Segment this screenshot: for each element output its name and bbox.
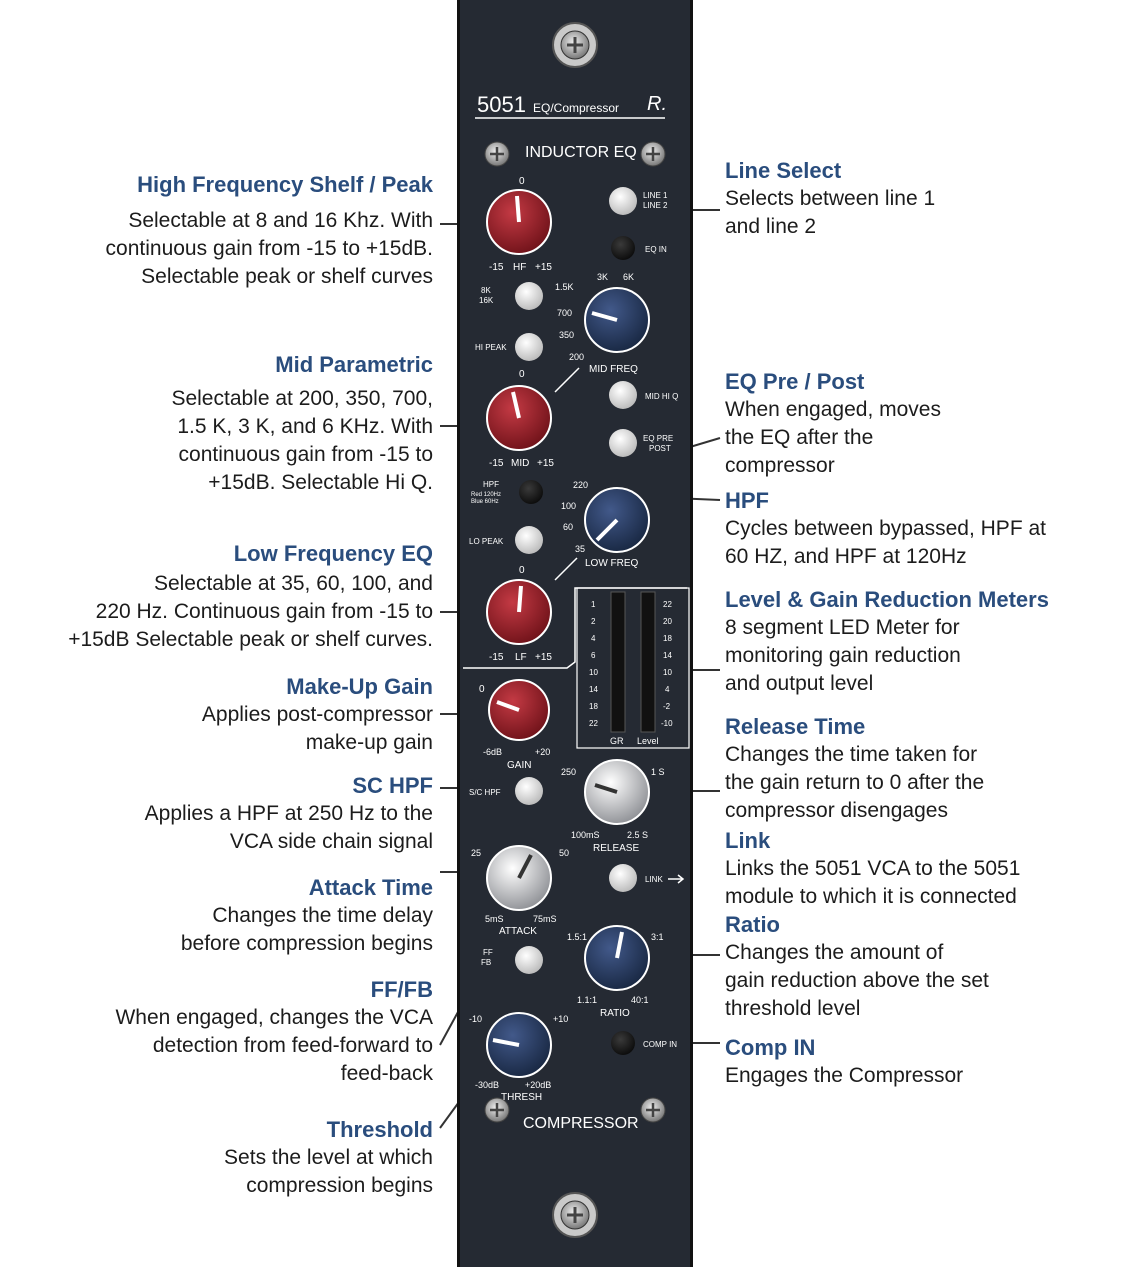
release-1s: 1 S	[651, 767, 665, 777]
annotation-desc: Changes the amount of gain reduction above the set threshold level	[725, 941, 989, 1020]
line1-label: LINE 1	[643, 191, 668, 200]
annotation-desc: Applies a HPF at 250 Hz to the VCA side chain signal	[144, 802, 433, 853]
release-2.5s: 2.5 S	[627, 830, 649, 840]
thresh-neg10: -10	[469, 1014, 483, 1024]
lf-max-label: +15	[535, 652, 552, 663]
svg-text:10: 10	[663, 668, 672, 677]
release-250: 250	[561, 767, 577, 777]
annotation-title: Attack Time	[308, 875, 433, 900]
annotation-desc: Engages the Compressor	[725, 1064, 964, 1087]
annotation-gain	[202, 673, 433, 757]
mid-name-label: MID	[511, 458, 530, 469]
annotation-desc: When engaged, changes the VCA detection from feed-forward to feed-back	[115, 1006, 433, 1085]
gain-max-label: +20	[535, 747, 551, 757]
annotation-title: Low Frequency EQ	[233, 541, 433, 566]
eq-in-label: EQ IN	[645, 245, 667, 254]
eq-pre-post-button[interactable]	[609, 429, 637, 457]
ratio-1.1: 1.1:1	[577, 995, 598, 1005]
annotation-title: HPF	[725, 488, 769, 513]
model-number: 5051	[477, 92, 526, 117]
gain-name-label: GAIN	[507, 760, 532, 771]
hf-max-label: +15	[535, 262, 552, 273]
svg-text:4: 4	[591, 634, 596, 643]
signature-logo: R.	[647, 93, 667, 115]
annotation-title: Make-Up Gain	[286, 674, 433, 699]
sc-hpf-label: S/C HPF	[469, 788, 501, 797]
lo-peak-button[interactable]	[515, 526, 543, 554]
low-freq-100: 100	[561, 501, 577, 511]
annotation-title: Ratio	[725, 912, 780, 937]
hf-min-label: -15	[489, 262, 504, 273]
model-subtitle: EQ/Compressor	[533, 101, 620, 115]
attack-name-label: ATTACK	[499, 926, 537, 937]
svg-text:22: 22	[663, 600, 672, 609]
compressor-section-title: COMPRESSOR	[523, 1115, 639, 1132]
annotation-release	[725, 713, 984, 825]
annotation-title: EQ Pre / Post	[725, 369, 865, 394]
annotation-title: Link	[725, 828, 771, 853]
mid-freq-200: 200	[569, 352, 585, 362]
annotation-title: Threshold	[326, 1117, 433, 1142]
svg-text:18: 18	[663, 634, 672, 643]
hi-peak-button[interactable]	[515, 333, 543, 361]
mid-freq-700: 700	[557, 308, 573, 318]
mid-max-label: +15	[537, 458, 554, 469]
ratio-40: 40:1	[631, 995, 649, 1005]
svg-text:10: 10	[589, 668, 598, 677]
release-name-label: RELEASE	[593, 843, 640, 854]
annotation-schpf	[145, 772, 433, 856]
svg-text:18: 18	[589, 702, 598, 711]
annotation-compin	[725, 1034, 963, 1090]
annotation-desc: Selectable at 8 and 16 Khz. With continuous gain from -15 to +15dB. Selectable peak or shelf curves	[105, 209, 433, 288]
mid-freq-6k: 6K	[623, 272, 635, 282]
mount-screw-bottom	[553, 1193, 597, 1237]
svg-text:22: 22	[589, 719, 598, 728]
low-freq-220: 220	[573, 480, 589, 490]
low-freq-name: LOW FREQ	[585, 558, 639, 569]
ff-label: FF	[483, 948, 493, 957]
hf-8k-label: 8K	[481, 286, 491, 295]
thresh-max: +20dB	[525, 1080, 552, 1090]
link-label: LINK	[645, 875, 663, 884]
annotation-title: SC HPF	[352, 773, 433, 798]
annotation-thresh	[224, 1116, 433, 1200]
release-100ms: 100mS	[571, 830, 600, 840]
annotation-attack	[181, 874, 433, 958]
level-label: Level	[637, 736, 659, 746]
annotation-hf	[106, 171, 433, 291]
mid-zero-label: 0	[519, 369, 525, 380]
svg-text:14: 14	[589, 685, 598, 694]
annotation-line	[725, 157, 935, 241]
hpf-button[interactable]	[519, 480, 543, 504]
annotation-mid	[171, 351, 433, 497]
lf-zero-label: 0	[519, 565, 525, 576]
mid-freq-1.5k: 1.5K	[555, 282, 574, 292]
eq-compressor-module	[455, 0, 695, 1267]
section-screw-br	[641, 1098, 665, 1122]
mid-hi-q-button[interactable]	[609, 381, 637, 409]
mid-min-label: -15	[489, 458, 504, 469]
hf-name-label: HF	[513, 262, 527, 273]
ratio-1.5: 1.5:1	[567, 932, 588, 942]
svg-text:-2: -2	[663, 702, 671, 711]
annotation-desc: Applies post-compressor make-up gain	[201, 703, 433, 754]
attack-75ms: 75mS	[533, 914, 557, 924]
level-meter	[641, 592, 655, 732]
annotation-title: Line Select	[725, 158, 842, 183]
attack-50: 50	[559, 848, 570, 858]
annotation-lf	[68, 540, 433, 654]
annotation-title: Level & Gain Reduction Meters	[725, 587, 1049, 612]
hpf-red-label: Red 120Hz	[471, 492, 502, 498]
svg-text:1: 1	[591, 600, 596, 609]
annotation-desc: When engaged, moves the EQ after the compressor	[725, 398, 941, 477]
gain-zero-label: 0	[479, 684, 485, 695]
gr-meter	[611, 592, 625, 732]
sc-hpf-button[interactable]	[515, 777, 543, 805]
comp-in-button[interactable]	[611, 1031, 635, 1055]
attack-25: 25	[471, 848, 482, 858]
annotation-link	[725, 827, 1020, 911]
annotation-desc: Changes the time delay before compression begins	[180, 904, 433, 955]
comp-in-label: COMP IN	[643, 1040, 678, 1049]
thresh-min: -30dB	[475, 1080, 500, 1090]
annotation-title: Release Time	[725, 714, 866, 739]
eq-post-label: POST	[649, 444, 671, 453]
eq-in-button[interactable]	[611, 236, 635, 260]
gr-label: GR	[610, 736, 624, 746]
annotation-desc: 8 segment LED Meter for monitoring gain reduction and output level	[725, 616, 961, 695]
thresh-pos10: +10	[553, 1014, 569, 1024]
annotation-desc: Selects between line 1 and line 2	[725, 187, 936, 238]
low-freq-35: 35	[575, 544, 586, 554]
hf-16k-label: 16K	[479, 296, 494, 305]
annotation-desc: Sets the level at which compression begins	[224, 1146, 433, 1197]
ff-fb-button[interactable]	[515, 946, 543, 974]
hpf-blue-label: Blue 60Hz	[471, 499, 499, 505]
mid-hi-q-label: MID HI Q	[645, 392, 679, 401]
annotation-desc: Selectable at 200, 350, 700, 1.5 K, 3 K, and 6 KHz. With continuous gain from -15 to +15dB. Selectable Hi Q.	[171, 387, 433, 494]
eq-pre-label: EQ PRE	[643, 434, 674, 443]
lf-min-label: -15	[489, 652, 504, 663]
annotation-desc: Changes the time taken for the gain return to 0 after the compressor disengages	[725, 743, 985, 822]
gain-min-label: -6dB	[483, 747, 503, 757]
hf-zero-label: 0	[519, 176, 525, 187]
line-select-button[interactable]	[609, 187, 637, 215]
annotation-ratio	[725, 911, 989, 1023]
svg-text:-10: -10	[661, 719, 673, 728]
attack-5ms: 5mS	[485, 914, 504, 924]
thresh-name-label: THRESH	[501, 1092, 543, 1103]
annotation-desc: Selectable at 35, 60, 100, and 220 Hz. Continuous gain from -15 to +15dB Selectable peak or shelf curves.	[68, 572, 433, 651]
low-freq-60: 60	[563, 522, 574, 532]
mount-screw-top	[553, 23, 597, 67]
fb-label: FB	[481, 958, 492, 967]
lf-name-label: LF	[515, 652, 527, 663]
ratio-name-label: RATIO	[600, 1008, 630, 1019]
annotation-fffb	[115, 976, 433, 1088]
svg-text:2: 2	[591, 617, 596, 626]
annotation-title: Mid Parametric	[275, 352, 433, 377]
annotation-title: High Frequency Shelf / Peak	[137, 172, 433, 197]
link-button[interactable]	[609, 864, 637, 892]
section-screw-tr	[641, 142, 665, 166]
svg-text:6: 6	[591, 651, 596, 660]
mid-freq-3k: 3K	[597, 272, 609, 282]
svg-text:20: 20	[663, 617, 672, 626]
annotation-eqpre	[725, 368, 941, 480]
hi-peak-label: HI PEAK	[475, 343, 507, 352]
svg-text:14: 14	[663, 651, 672, 660]
annotation-meters	[725, 586, 1049, 698]
eq-section-title: INDUCTOR EQ	[525, 144, 637, 161]
annotation-desc: Links the 5051 VCA to the 5051 module to which it is connected	[725, 857, 1021, 908]
line2-label: LINE 2	[643, 201, 668, 210]
annotation-hpf	[725, 487, 1046, 571]
hpf-label: HPF	[483, 480, 499, 489]
svg-text:4: 4	[665, 685, 670, 694]
mid-freq-350: 350	[559, 330, 575, 340]
annotation-desc: Cycles between bypassed, HPF at 60 HZ, and HPF at 120Hz	[725, 517, 1046, 568]
hf-freq-button[interactable]	[515, 282, 543, 310]
annotation-title: Comp IN	[725, 1035, 816, 1060]
mid-freq-name: MID FREQ	[589, 364, 638, 375]
section-screw-tl	[485, 142, 509, 166]
annotation-title: FF/FB	[370, 977, 433, 1002]
ratio-3: 3:1	[651, 932, 664, 942]
lo-peak-label: LO PEAK	[469, 537, 504, 546]
